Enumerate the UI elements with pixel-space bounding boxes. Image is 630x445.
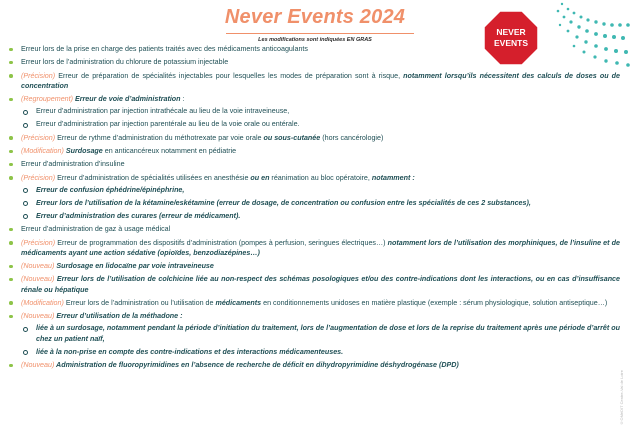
- sub-list-item: Erreur d’administration par injection parentérale au lieu de la voie orale ou entérale.: [21, 119, 620, 129]
- item-tag: (Nouveau): [21, 275, 55, 284]
- list-item: (Précision) Erreur de programmation des dispositifs d’administration (pompes à perfusion, seringues électriques…) notamment lors de l’utilisation des morphiniques, de l’insuline et de médicaments ayant une action sédative (opioïdes, benzodiazépines…): [8, 238, 620, 258]
- page-title: Never Events 2024: [224, 6, 406, 28]
- list-item: (Modification) Surdosage en anticancéreux notamment en pédiatrie: [8, 146, 620, 156]
- sub-list-item: Erreur d’administration par injection intrathécale au lieu de la voie intraveineuse,: [21, 106, 620, 116]
- title-underline: [226, 33, 414, 34]
- list-item: (Nouveau) Erreur d’utilisation de la méthadone : liée à un surdosage, notamment pendant la période d’initiation du traitement, lors de l’augmentation de dose et lors de la reprise du traitement après une période d’arrêt ou chez un patient naïf, liée à la non-prise en compte des contre-indications et des interactions médicamenteuses.: [8, 311, 620, 357]
- stop-sign-line1: NEVER: [496, 27, 526, 37]
- list-item: Erreur lors de la prise en charge des patients traités avec des médicaments anticoagulants: [8, 44, 620, 54]
- item-tag: (Nouveau): [21, 262, 55, 271]
- list-item: (Regroupement) Erreur de voie d’administration : Erreur d’administration par injection intrathécale au lieu de la voie intraveineuse, Erreur d’administration par injection parentérale au lieu de la voie orale ou entérale.: [8, 94, 620, 130]
- list-item: (Nouveau) Erreur lors de l’utilisation de colchicine liée au non-respect des schémas posologiques et/ou des contre-indications dont les interactions, ou en cas d’insuffisance rénale ou hépatique: [8, 274, 620, 294]
- never-events-list: [8, 44, 620, 373]
- item-tag: (Précision): [21, 71, 56, 80]
- item-tag: (Précision): [21, 133, 56, 142]
- watermark: ©OMéDIT Centre-Val de Loire: [619, 370, 624, 426]
- sub-list-item: liée à la non-prise en compte des contre-indications et des interactions médicamenteuses.: [21, 347, 620, 357]
- list-item: Erreur lors de l’administration du chlorure de potassium injectable: [8, 57, 620, 67]
- list-item: Erreur d’administration d’insuline: [8, 159, 620, 169]
- item-tag: (Précision): [21, 238, 56, 247]
- page-subtitle: Les modifications sont indiquées EN GRAS: [258, 37, 372, 43]
- list-item: (Précision) Erreur de rythme d’administration du méthotrexate par voie orale ou sous-cutanée (hors cancérologie): [8, 133, 620, 143]
- item-tag: (Modification): [21, 298, 64, 307]
- sub-list-item: Erreur de confusion éphédrine/épinéphrine,: [21, 185, 620, 195]
- list-item: (Nouveau) Administration de fluoropyrimidines en l’absence de recherche de déficit en dihydropyrimidine déshydrogénase (DPD): [8, 360, 620, 370]
- list-item: (Précision) Erreur de préparation de spécialités injectables pour lesquelles les modes de préparation sont à risque, notamment lorsqu’ils nécessitent des calculs de doses ou de concentration: [8, 71, 620, 91]
- list-item: (Modification) Erreur lors de l’administration ou l’utilisation de médicaments en conditionnements unidoses en matière plastique (exemple : sérum physiologique, solution antiseptique…): [8, 298, 620, 308]
- item-tag: (Modification): [21, 146, 64, 155]
- stop-sign-line2: EVENTS: [493, 38, 529, 48]
- sub-list-item: Erreur lors de l’utilisation de la kétamine/eskétamine (erreur de dosage, de concentration ou confusion entre les spécialités de ces 2 substances),: [21, 198, 620, 208]
- list-item: Erreur d’administration de gaz à usage médical: [8, 224, 620, 234]
- sub-list-item: liée à un surdosage, notamment pendant la période d’initiation du traitement, lors de l’augmentation de dose et lors de la reprise du traitement après une période d’arrêt ou chez un patient naïf,: [21, 323, 620, 343]
- item-tag: (Regroupement): [21, 95, 73, 104]
- sub-list: [21, 185, 620, 221]
- item-tag: (Nouveau): [21, 312, 55, 321]
- sub-list: [21, 323, 620, 357]
- item-tag: (Nouveau): [21, 360, 55, 369]
- list-item: (Précision) Erreur d’administration de spécialités utilisées en anesthésie ou en réanimation au bloc opératoire, notamment : Erreur de confusion éphédrine/épinéphrine, Erreur lors de l’utilisation de la kétamine/eskétamine (erreur de dosage, de concentration ou confusion entre les spécialités de ces 2 substances), Erreur d’administration des curares (erreur de médicament).: [8, 173, 620, 222]
- sub-list: [21, 106, 620, 129]
- item-tag: (Précision): [21, 173, 56, 182]
- list-item: (Nouveau) Surdosage en lidocaïne par voie intraveineuse: [8, 261, 620, 271]
- sub-list-item: Erreur d’administration des curares (erreur de médicament).: [21, 211, 620, 221]
